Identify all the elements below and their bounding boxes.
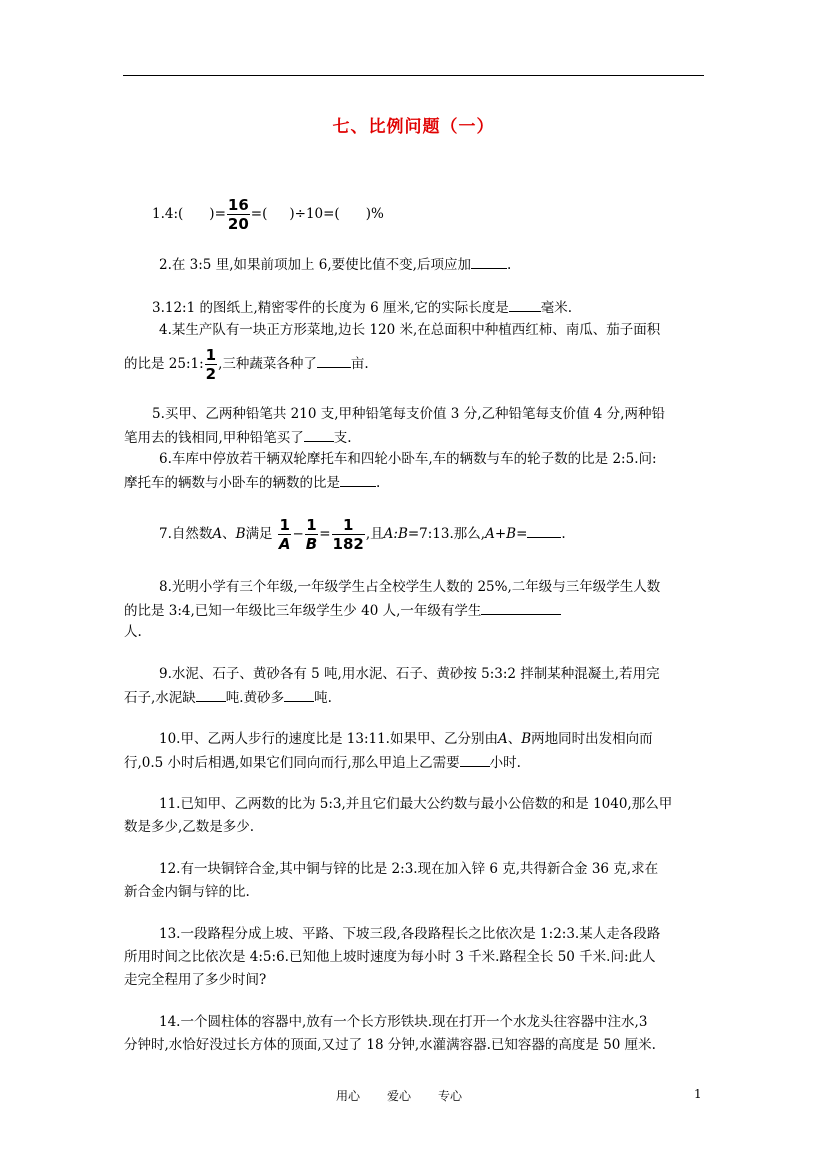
question-5-line-1: 5.买甲、乙两种铅笔共 210 支,甲种铅笔每支价值 3 分,乙种铅笔每支价值 4 分,两种铅 xyxy=(152,406,665,422)
question-13-line-3: 走完全程用了多少时间? xyxy=(124,972,267,988)
question-11-line-2: 数是多少,乙数是多少. xyxy=(124,819,255,835)
question-2: 2.在 3:5 里,如果前项加上 6,要使比值不变,后项应加 . xyxy=(159,254,511,275)
question-8-line-3: 人. xyxy=(124,624,142,640)
question-8-line-2: 的比是 3:4,已知一年级比三年级学生少 40 人,一年级有学生 xyxy=(124,600,561,621)
page-title: 七、比例问题（一） xyxy=(332,117,495,137)
fraction-1-over-A: $\frac{1}{A}$ xyxy=(278,516,291,553)
answer-blank xyxy=(317,353,351,368)
question-4-line-1: 4.某生产队有一块正方形菜地,边长 120 米,在总面积中种植西红柿、南瓜、茄子面积 xyxy=(159,322,661,338)
answer-blank xyxy=(460,752,490,767)
answer-blank xyxy=(284,687,314,702)
question-11-line-1: 11.已知甲、乙两数的比为 5:3,并且它们最大公约数与最小公倍数的和是 1040,那么甲 xyxy=(159,796,673,812)
question-10-line-2: 行,0.5 小时后相遇,如果它们同向而行,那么甲追上乙需要 小时. xyxy=(124,752,521,773)
question-1: 1.4:( )= $\frac{16}{20}$ =( )÷10=( )% xyxy=(152,196,384,233)
question-10-line-1: 10.甲、乙两人步行的速度比是 13:11.如果甲、乙分别由A、B两地同时出发相向而 xyxy=(159,731,653,747)
fraction-16-20: $\frac{16}{20}$ xyxy=(227,196,249,233)
footer-text-2: 爱心 xyxy=(387,1089,412,1103)
question-14-line-2: 分钟时,水恰好没过长方体的顶面,又过了 18 分钟,水灌满容器.已知容器的高度是 50 厘米. xyxy=(124,1037,656,1053)
question-13-line-1: 13.一段路程分成上坡、平路、下坡三段,各段路程长之比依次是 1:2:3.某人走各段路 xyxy=(159,926,661,942)
question-4-line-2: 的比是 25:1: $\frac{1}{2}$ ,三种蔬菜各种了 亩. xyxy=(124,346,369,383)
question-13-line-2: 所用时间之比依次是 4:5:6.已知他上坡时速度为每小时 3 千米.路程全长 50 千米.问:此人 xyxy=(124,949,656,965)
question-3: 3.12:1 的图纸上,精密零件的长度为 6 厘米,它的实际长度是 毫米. xyxy=(152,297,572,318)
footer-text-1: 用心 xyxy=(336,1089,361,1103)
question-14-line-1: 14.一个圆柱体的容器中,放有一个长方形铁块.现在打开一个水龙头往容器中注水,3 xyxy=(159,1014,648,1030)
question-7: 7.自然数A、B满足 $\frac{1}{A}$ − $\frac{1}{B}$ = $\frac{1}{182}$ ,且A:B=7:13.那么,A+B= . xyxy=(159,516,566,553)
question-6-line-1: 6.车库中停放若干辆双轮摩托车和四轮小卧车,车的辆数与车的轮子数的比是 2:5.问: xyxy=(159,451,657,467)
answer-blank xyxy=(509,297,541,312)
answer-blank xyxy=(304,427,334,442)
answer-blank xyxy=(196,687,226,702)
question-12-line-2: 新合金内铜与锌的比. xyxy=(124,884,250,900)
answer-blank xyxy=(340,472,376,487)
question-5-line-2: 笔用去的钱相同,甲种铅笔买了 支. xyxy=(124,427,352,448)
header-rule xyxy=(123,75,704,76)
question-9-line-1: 9.水泥、石子、黄砂各有 5 吨,用水泥、石子、黄砂按 5:3:2 拌制某种混凝土,若用完 xyxy=(159,666,660,682)
question-9-line-2: 石子,水泥缺 吨.黄砂多 吨. xyxy=(124,687,332,708)
page-number: 1 xyxy=(694,1087,702,1101)
answer-blank xyxy=(471,254,507,269)
question-6-line-2: 摩托车的辆数与小卧车的辆数的比是 . xyxy=(124,472,380,493)
fraction-1-2: $\frac{1}{2}$ xyxy=(205,346,217,383)
footer-text-3: 专心 xyxy=(438,1089,463,1103)
question-8-line-1: 8.光明小学有三个年级,一年级学生占全校学生人数的 25%,二年级与三年级学生人数 xyxy=(159,579,661,595)
answer-blank xyxy=(527,523,561,538)
question-12-line-1: 12.有一块铜锌合金,其中铜与锌的比是 2:3.现在加入锌 6 克,共得新合金 36 克,求在 xyxy=(159,861,659,877)
fraction-1-over-182: $\frac{1}{182}$ xyxy=(332,516,364,553)
fraction-1-over-B: $\frac{1}{B}$ xyxy=(305,516,318,553)
answer-blank xyxy=(481,600,561,615)
